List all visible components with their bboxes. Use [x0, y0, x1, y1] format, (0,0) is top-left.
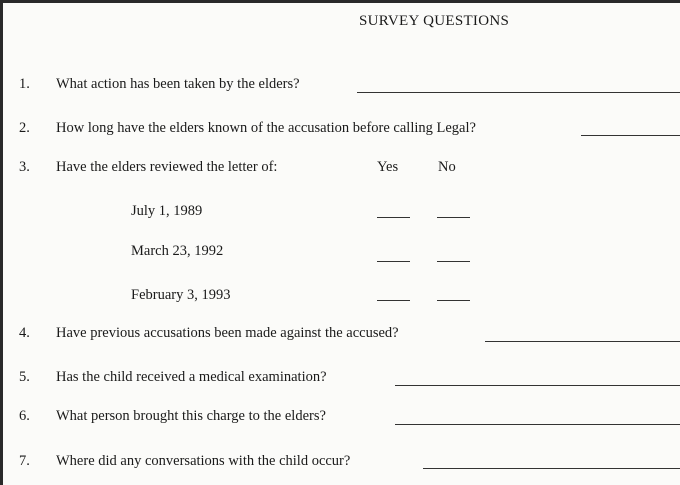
- question-number: 5.: [19, 369, 30, 385]
- answer-line-2: [581, 135, 680, 136]
- answer-line-4: [485, 341, 680, 342]
- question-number: 2.: [19, 120, 30, 136]
- yes-blank-3: [377, 300, 410, 301]
- yes-blank-1: [377, 217, 410, 218]
- question-text: Where did any conversations with the child occur?: [56, 453, 351, 469]
- question-text: Has the child received a medical examination?: [56, 369, 327, 385]
- no-blank-3: [437, 300, 470, 301]
- question-text: What person brought this charge to the elders?: [56, 408, 326, 424]
- survey-page: [3, 3, 680, 485]
- yes-blank-2: [377, 261, 410, 262]
- question-text: How long have the elders known of the accusation before calling Legal?: [56, 120, 476, 136]
- no-column-header: No: [438, 159, 456, 175]
- question-number: 7.: [19, 453, 30, 469]
- question-text: Have previous accusations been made against the accused?: [56, 325, 399, 341]
- answer-line-7: [423, 468, 680, 469]
- letter-date-3: February 3, 1993: [131, 287, 231, 303]
- no-blank-2: [437, 261, 470, 262]
- question-number: 6.: [19, 408, 30, 424]
- question-text: What action has been taken by the elders?: [56, 76, 300, 92]
- no-blank-1: [437, 217, 470, 218]
- yes-column-header: Yes: [377, 159, 399, 175]
- letter-date-1: July 1, 1989: [131, 203, 203, 219]
- answer-line-6: [395, 424, 680, 425]
- question-number: 3.: [19, 159, 30, 175]
- answer-line-1: [357, 92, 680, 93]
- question-text: Have the elders reviewed the letter of:: [56, 159, 278, 175]
- letter-date-2: March 23, 1992: [131, 243, 224, 259]
- question-number: 1.: [19, 76, 30, 92]
- answer-line-5: [395, 385, 680, 386]
- question-number: 4.: [19, 325, 30, 341]
- page-title: SURVEY QUESTIONS: [359, 13, 510, 29]
